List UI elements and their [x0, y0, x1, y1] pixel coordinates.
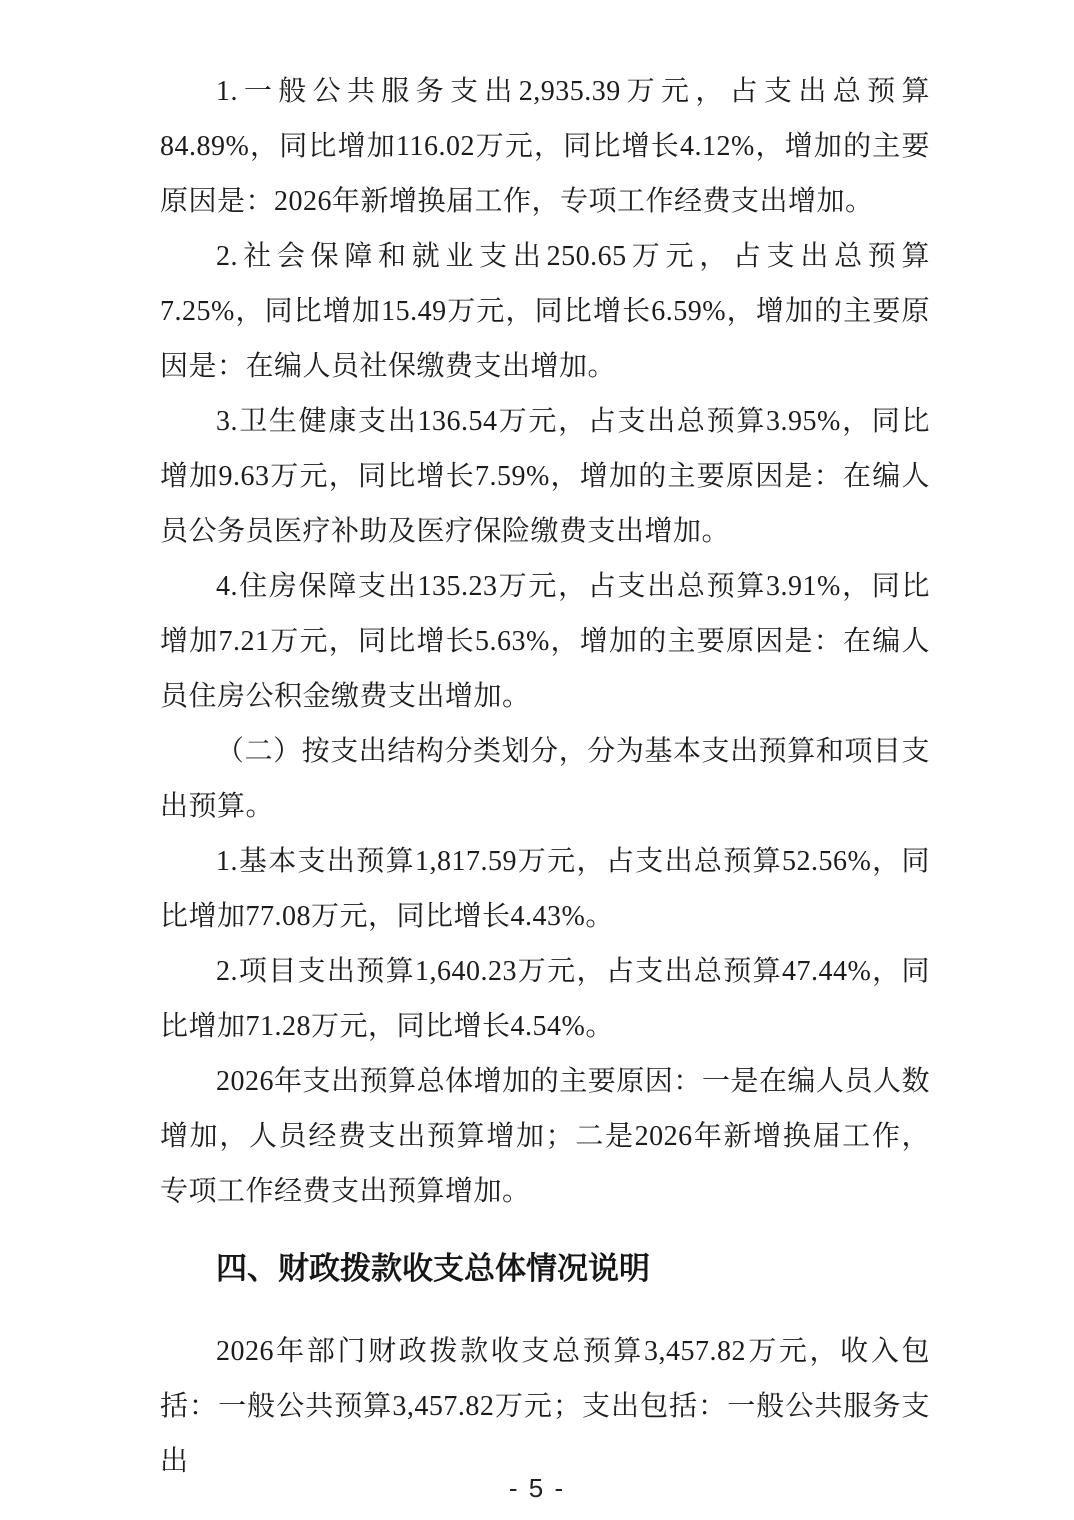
paragraph-fiscal-appropriation-summary: 2026年部门财政拨款收支总预算3,457.82万元，收入包括：一般公共预算3,457.82万元；支出包括：一般公共服务支出	[160, 1336, 930, 1477]
paragraph-social-security-employment-expenditure: 2.社会保障和就业支出250.65万元，占支出总预算7.25%，同比增加15.49万元，同比增长6.59%，增加的主要原因是：在编人员社保缴费支出增加。	[160, 241, 930, 382]
page-footer	[0, 1473, 1074, 1504]
paragraph-project-expenditure-budget: 2.项目支出预算1,640.23万元，占支出总预算47.44%，同比增加71.28万元，同比增长4.54%。	[160, 956, 930, 1042]
paragraph-basic-expenditure-budget: 1.基本支出预算1,817.59万元，占支出总预算52.56%，同比增加77.08万元，同比增长4.43%。	[160, 846, 930, 932]
paragraph-housing-security-expenditure: 4.住房保障支出135.23万元，占支出总预算3.91%，同比增加7.21万元，同比增长5.63%，增加的主要原因是：在编人员住房公积金缴费支出增加。	[160, 571, 930, 712]
page-number: - 5 -	[508, 1473, 566, 1503]
paragraph-budget-increase-reasons: 2026年支出预算总体增加的主要原因：一是在编人员人数增加，人员经费支出预算增加；二是2026年新增换届工作，专项工作经费支出预算增加。	[160, 1066, 930, 1207]
paragraph-health-expenditure: 3.卫生健康支出136.54万元，占支出总预算3.95%，同比增加9.63万元，同比增长7.59%，增加的主要原因是：在编人员公务员医疗补助及医疗保险缴费支出增加。	[160, 406, 930, 547]
paragraph-general-public-service-expenditure: 1.一般公共服务支出2,935.39万元，占支出总预算84.89%，同比增加116.02万元，同比增长4.12%，增加的主要原因是：2026年新增换届工作，专项工作经费支出增加。	[160, 76, 930, 217]
paragraph-expenditure-structure-intro: （二）按支出结构分类划分，分为基本支出预算和项目支出预算。	[160, 736, 930, 822]
document-body	[160, 64, 930, 1489]
section-heading-fiscal-appropriation: 四、财政拨款收支总体情况说明	[216, 1251, 650, 1286]
